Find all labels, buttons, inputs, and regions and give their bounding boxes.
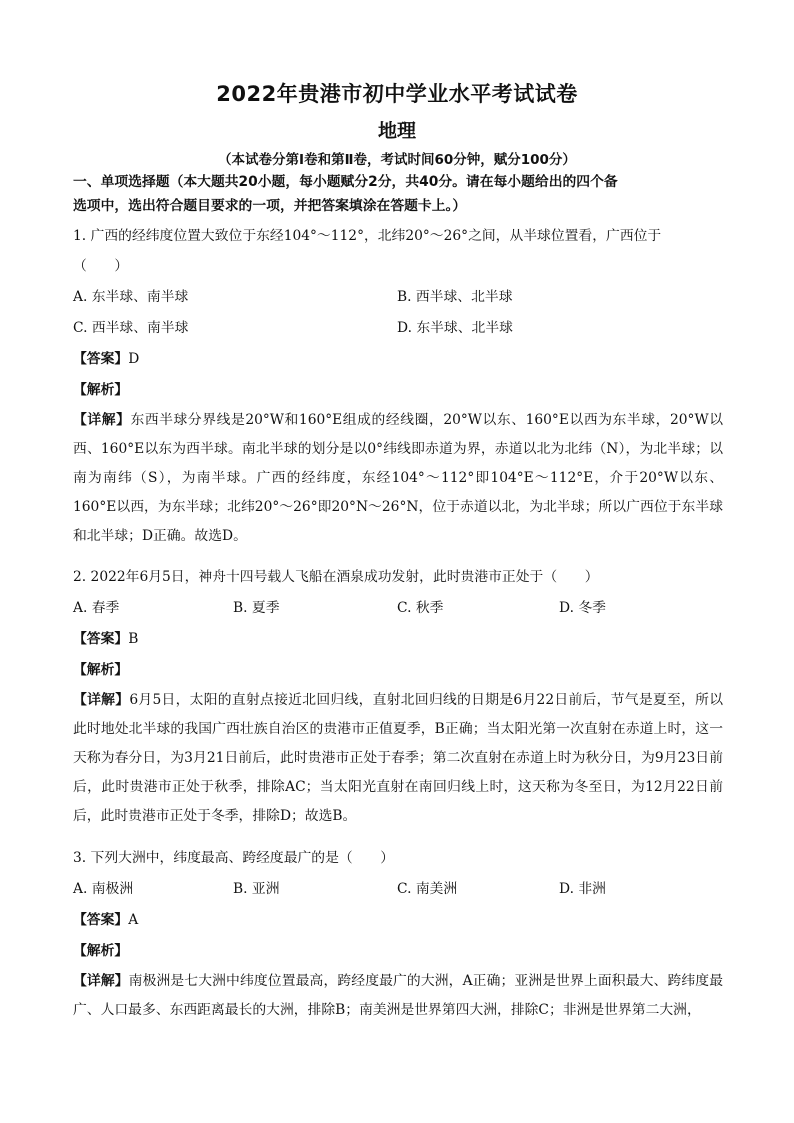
q2-analysis-tag: 【解析】 bbox=[73, 662, 129, 678]
q1-detail bbox=[73, 406, 723, 556]
q2-option-c: C. 秋季 bbox=[397, 600, 444, 616]
q2-detail bbox=[73, 686, 723, 836]
q2-option-d: D. 冬季 bbox=[559, 600, 606, 616]
q3-option-a: A. 南极洲 bbox=[73, 881, 134, 897]
q2-option-a: A. 春季 bbox=[73, 600, 120, 616]
q1-option-d: D. 东半球、北半球 bbox=[397, 320, 513, 336]
q1-option-c: C. 西半球、南半球 bbox=[73, 320, 189, 336]
subject-title: 地理 bbox=[377, 120, 416, 142]
q3-detail-text: 南极洲是七大洲中纬度位置最高，跨经度最广的大洲，A正确；亚洲是世界上面积最大、跨纬度最广、人口最多、东西距离最长的大洲，排除B；南美洲是世界第四大洲，排除C；非洲是世界第二大洲， bbox=[73, 973, 723, 1018]
q1-detail-text: 东西半球分界线是20°W和160°E组成的经线圈，20°W以东、160°E以西为东半球，20°W以西、160°E以东为西半球。南北半球的划分是以0°纬线即赤道为界，赤道以北为北纬（N），为北半球；以南为南纬（S），为南半球。广西的经纬度，东经104°～112°即104°E～112°E，介于20°W以东、160°E以西，为东半球；北纬20°～26°即20°N～26°N，位于赤道以北，为北半球；所以广西位于东半球和北半球；D正确。故选D。 bbox=[73, 412, 724, 544]
q1-option-a: A. 东半球、南半球 bbox=[73, 289, 189, 305]
section-heading-line1: 一、单项选择题（本大题共20小题，每小题赋分2分，共40分。请在每小题给出的四个备 bbox=[73, 174, 618, 190]
q3-answer bbox=[73, 910, 723, 930]
answer-tag: 【答案】 bbox=[73, 351, 129, 367]
answer-tag: 【答案】 bbox=[73, 631, 129, 647]
q1-stem-bracket: （ ） bbox=[73, 258, 129, 274]
answer-tag: 【答案】 bbox=[73, 912, 129, 928]
section-heading-line2: 选项中，选出符合题目要求的一项，并把答案填涂在答题卡上。） bbox=[73, 198, 467, 214]
q2-answer-value: B bbox=[128, 631, 139, 647]
q2-option-b: B. 夏季 bbox=[233, 600, 280, 616]
q1-stem: 1. 广西的经纬度位置大致位于东经104°～112°，北纬20°～26°之间，从半球位置看，广西位于 bbox=[73, 228, 662, 244]
q2-stem: 2. 2022年6月5日，神舟十四号载人飞船在酒泉成功发射，此时贵港市正处于（ ） bbox=[73, 569, 599, 585]
q3-analysis-tag: 【解析】 bbox=[73, 943, 129, 959]
q1-analysis-tag: 【解析】 bbox=[73, 382, 129, 398]
exam-note: （本试卷分第Ⅰ卷和第Ⅱ卷，考试时间60分钟，赋分100分） bbox=[218, 152, 576, 168]
q1-answer-value: D bbox=[128, 351, 140, 367]
detail-tag: 【详解】 bbox=[73, 692, 130, 708]
exam-title: 2022年贵港市初中学业水平考试试卷 bbox=[216, 82, 578, 106]
q2-detail-text: 6月5日，太阳的直射点接近北回归线，直射北回归线的日期是6月22日前后，节气是夏至，所以此时地处北半球的我国广西壮族自治区的贵港市正值夏季，B正确；当太阳光第一次直射在赤道上时，这一天称为春分日，为3月21日前后，此时贵港市正处于春季；第二次直射在赤道上时为秋分日，为9月23日前后，此时贵港市正处于秋季，排除AC；当太阳光直射在南回归线上时，这天称为冬至日，为12月22日前后，此时贵港市正处于冬季，排除D；故选B。 bbox=[73, 692, 724, 824]
q1-answer bbox=[73, 349, 723, 369]
detail-tag: 【详解】 bbox=[73, 412, 131, 428]
q3-option-b: B. 亚洲 bbox=[233, 881, 280, 897]
q2-answer bbox=[73, 629, 723, 649]
q3-option-c: C. 南美洲 bbox=[397, 881, 458, 897]
q3-option-d: D. 非洲 bbox=[559, 881, 606, 897]
q3-detail bbox=[73, 967, 723, 1057]
q1-option-b: B. 西半球、北半球 bbox=[397, 289, 513, 305]
q3-answer-value: A bbox=[128, 912, 139, 928]
q3-stem: 3. 下列大洲中，纬度最高、跨经度最广的是（ ） bbox=[73, 850, 395, 866]
detail-tag: 【详解】 bbox=[73, 973, 129, 989]
